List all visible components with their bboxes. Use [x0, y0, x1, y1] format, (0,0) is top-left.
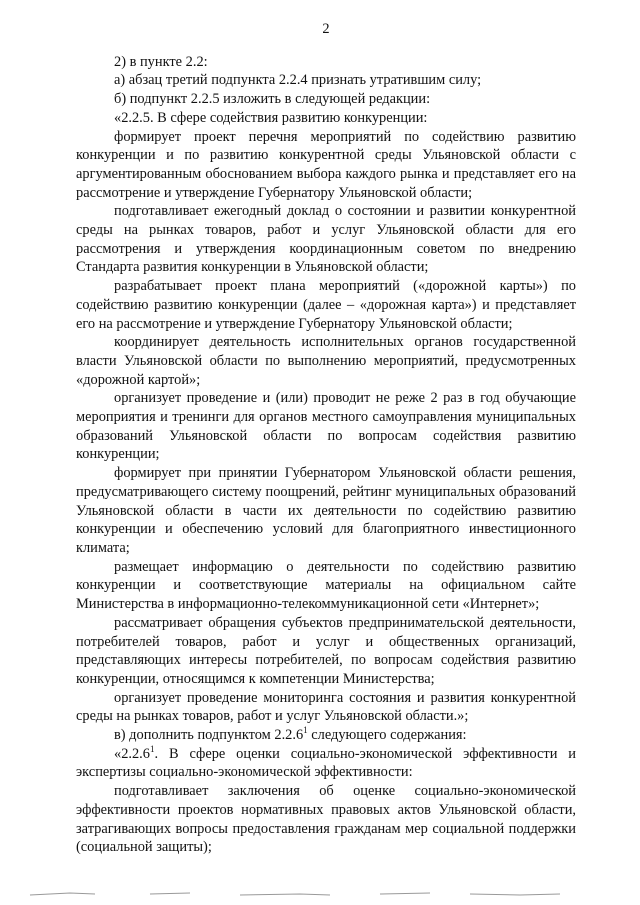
paragraph: разрабатывает проект плана мероприятий («дорожной карты») по содействию развитию конкуренции (далее – «дорожная карта») и представляет его на рассмотрение и утверждение Губернатору Ульяновской области;	[76, 278, 576, 332]
scan-edge-marks	[0, 889, 640, 899]
clause-number: «2.2.6	[114, 745, 150, 762]
paragraph: формирует проект перечня мероприятий по содействию развитию конкуренции и по развитию конкурентной среды Ульяновской области с аргументированным обоснованием выбора каждого рынка и представляет его на рассмотрение и утверждение Губернатору Ульяновской области;	[76, 128, 576, 201]
paragraph: формирует при принятии Губернатором Ульяновской области решения, предусматривающего систему поощрений, рейтинг муниципальных образований Ульяновской области в части их деятельности по содействию развитию конкуренции и обеспечению условий для благоприятного инвестиционного климата;	[76, 465, 576, 556]
paragraph: рассматривает обращения субъектов предпринимательской деятельности, потребителей товаров, работ и услуг и общественных организаций, представляющих интересы потребителей, по вопросам содействия развитию конкуренции, относящимся к компетенции Министерства;	[76, 614, 576, 687]
superscript: 1	[149, 743, 155, 754]
paragraph: организует проведение и (или) проводит не реже 2 раз в год обучающие мероприятия и тренинги для органов местного самоуправления муниципальных образований Ульяновской области по вопросам содействия развитию конкуренции;	[76, 390, 576, 463]
sub-item-b: б) подпункт 2.2.5 изложить в следующей редакции:	[114, 91, 431, 108]
clause-heading-text: . В сфере оценки социально-экономической эффективности и экспертизы социально-экономической эффективности:	[76, 745, 576, 781]
paragraph: размещает информацию о деятельности по содействию развитию конкуренции и соответствующие материалы на официальном сайте Министерства в информационно-телекоммуникационной сети «Интернет»;	[76, 558, 576, 613]
sub-item-c	[76, 726, 576, 745]
sub-item-a: а) абзац третий подпункта 2.2.4 признать утратившим силу;	[114, 72, 482, 89]
paragraph: подготавливает ежегодный доклад о состоянии и развитии конкурентной среды на рынках товаров, работ и услуг Ульяновской области для его рассмотрения и утверждения координационным советом по внедрению Стандарта развития конкуренции в Ульяновской области;	[76, 203, 576, 276]
sub-item-c-text: в) дополнить подпунктом 2.2.6	[114, 727, 304, 744]
superscript: 1	[303, 725, 308, 736]
clause-2-2-5-heading: «2.2.5. В сфере содействия развитию конкуренции:	[114, 109, 428, 126]
paragraph: подготавливает заключения об оценке социально-экономической эффективности проектов нормативных правовых актов Ульяновской области, затрагивающих вопросы предоставления гражданам мер социальной поддержки (социальной защиты);	[76, 783, 576, 856]
paragraph: организует проведение мониторинга состояния и развития конкурентной среды на рынках товаров, работ и услуг Ульяновской области.»;	[76, 689, 576, 725]
list-item-2: 2) в пункте 2.2:	[114, 53, 208, 70]
paragraph: координирует деятельность исполнительных органов государственной власти Ульяновской области по выполнению мероприятий, предусмотренных «дорожной картой»;	[76, 334, 576, 388]
sub-item-c-text-end: следующего содержания:	[307, 727, 467, 744]
clause-2-2-6-1-heading	[76, 745, 576, 782]
page-number: 2	[322, 21, 330, 37]
